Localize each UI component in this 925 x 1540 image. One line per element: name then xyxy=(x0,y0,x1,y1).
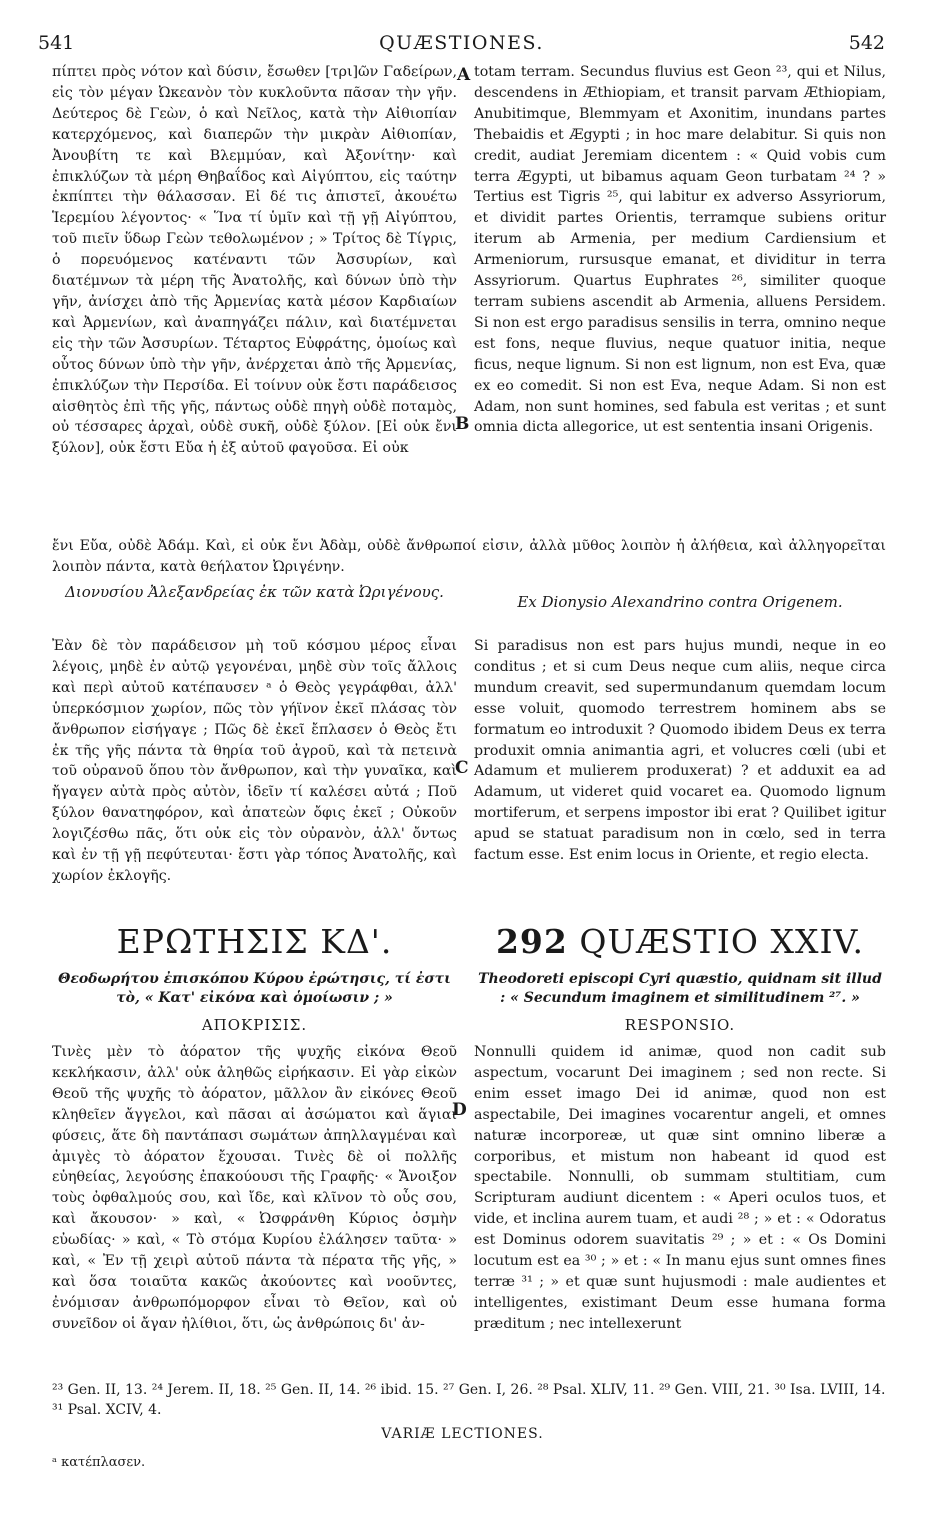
footnotes xyxy=(52,1380,886,1420)
latin-column-section1 xyxy=(474,62,886,438)
latin-question-title: QUÆSTIO XXIV. xyxy=(579,922,865,961)
margin-marker-a: A xyxy=(457,65,471,85)
greek-column-section3 xyxy=(52,1042,457,1335)
page-number-left: 541 xyxy=(38,32,75,54)
margin-marker-d: D xyxy=(452,1100,467,1120)
greek-text-section1: πίπτει πρὸς νότον καὶ δύσιν, ἔσωθεν [τρι]ῶν Γαδείρων, εἰς τὸν μέγαν Ὠκεανὸν τὸν κυκλοῦντα πᾶσαν τὴν γῆν. Δεύτερος δὲ Γεὼν, ὁ καὶ Νεῖλος, κατὰ τὴν Αἰθιοπίαν κατερχόμενος, καὶ διαπερῶν τὴν μικρὰν Αἰθιοπίαν, Ἀνουβίτη τε καὶ Βλεμμύαν, καὶ Ἀξονίτην· καὶ ἐπικλύζων τὰ μέρη Θηβαΐδος καὶ Αἰγύπτου, εἰς ταύτην ἐκπίπτει τὴν θάλασσαν. Εἰ δέ τις ἀπιστεῖ, ἀκουέτω Ἱερεμίου λέγοντος· « Ἵνα τί ὑμῖν καὶ τῇ γῇ Αἰγύπτου, τοῦ πιεῖν ὕδωρ Γεὼν τεθολωμένον ; » Τρίτος δὲ Τίγρις, ὁ πορευόμενος κατέναντι τῶν Ἀσσυρίων, καὶ διατέμνων τὰ μέρη τῆς Ἀνατολῆς, καὶ δύνων ὑπὸ τὴν γῆν, ἀνίσχει ἀπὸ τῆς Ἀρμενίας κατὰ μέσον Καρδιαίων καὶ Ἀρμενίων, καὶ ἀναπηγάζει πάλιν, καὶ διατέμνεται εἰς τὴν τῶν Ἀσσυρίων. Τέταρτος Εὐφράτης, ὁμοίως καὶ οὗτος δύνων ὑπὸ τὴν γῆν, ἀνέρχεται ἀπὸ τῆς Ἀρμενίας, ἐπικλύζων τὴν Περσίδα. Εἰ τοίνυν οὐκ ἔστι παράδεισος αἰσθητὸς ἐπὶ τῆς γῆς, πάντως οὐδὲ πηγὴ οὐδὲ ποταμὸς, οὐ τέσσαρες ἀρχαὶ, οὐδὲ συκῆ, οὐδὲ ξύλον. [Εἰ οὐκ ἔνι ξύλον], οὐκ ἔστι Εὔα ἡ ἐξ αὐτοῦ φαγοῦσα. Εἰ οὐκ xyxy=(52,64,457,457)
latin-question-number: 292 xyxy=(495,922,568,961)
margin-marker-c: C xyxy=(455,758,469,778)
running-title: QUÆSTIONES. xyxy=(379,32,544,54)
latin-question-title-block xyxy=(474,922,886,961)
greek-column-section2 xyxy=(52,636,457,887)
greek-question-title: ΕΡΩΤΗΣΙΣ ΚΔ'. xyxy=(116,922,393,961)
greek-text-section2: Ἐὰν δὲ τὸν παράδεισον μὴ τοῦ κόσμου μέρος εἶναι λέγοις, μηδὲ ἐν αὐτῷ γεγονέναι, μηδὲ σὺν τοῖς ἄλλοις καὶ περὶ αὐτοῦ κατέπαυσεν ᵃ ὁ Θεὸς γεγράφθαι, ἀλλ' ὑπερκόσμιον χωρίον, πῶς τὸν γήϊνον ἐκεῖ πλάσας τὸν ἄνθρωπον εἰσήγαγε ; Πῶς δὲ ἐκεῖ ἔπλασεν ὁ Θεὸς ἔτι ἐκ τῆς γῆς πάντα τὰ θηρία τοῦ ἀγροῦ, καὶ τὰ πετεινὰ τοῦ οὐρανοῦ ὅπου τὸν ἄνθρωπον, καὶ τὴν γυναῖκα, καὶ ἤγαγεν αὐτὰ πρὸς αὐτὸν, ἰδεῖν τί καλέσει αὐτά ; Ποῦ ξύλον θανατηφόρον, καὶ ἀπατεὼν ὄφις ἐκεῖ ; Οὐκοῦν λογιζέσθω πᾶς, ὅτι οὐκ εἰς τὸν οὐρανὸν, ἀλλ' ὄντως καὶ ἐν τῇ γῇ πεφύτευται· ἔστι γὰρ τόπος Ἀνατολῆς, καὶ χωρίον ἐκλογῆς. xyxy=(52,638,457,884)
greek-question-subtitle: Θεοδωρήτου ἐπισκόπου Κύρου ἐρώτησις, τί ἐστι τὸ, « Κατ' εἰκόνα καὶ ὁμοίωσιν ; » xyxy=(58,971,451,1006)
latin-response-heading: RESPONSIO. xyxy=(624,1016,736,1034)
greek-text-section3: Τινὲς μὲν τὸ ἀόρατον τῆς ψυχῆς εἰκόνα Θεοῦ κεκλήκασιν, ἀλλ' οὐκ ἀληθῶς εἰρήκασιν. Εἰ γὰρ εἰκὼν Θεοῦ τῆς ψυχῆς τὸ ἀόρατον, μᾶλλον ἂν εἰκόνες Θεοῦ κληθεῖεν ἄγγελοι, καὶ πᾶσαι αἱ ἀσώματοι καὶ ἅγιαι φύσεις, ἅτε δὴ παντάπασι σωμάτων ἀπηλλαγμέναι καὶ ἀμιγὲς τὸ ἀόρατον ἔχουσαι. Τινὲς δὲ οἱ πολλῆς εὐηθείας, λεγούσης ἐπακούουσι τῆς Γραφῆς· « Ἄνοιξον τοὺς ὀφθαλμούς σου, καὶ ἴδε, καὶ κλῖνον τὸ οὖς σου, καὶ ἄκουσον· » καὶ, « Ὠσφράνθη Κύριος ὀσμὴν εὐωδίας· » καὶ, « Τὸ στόμα Κυρίου ἐλάλησεν ταῦτα· » καὶ, « Ἐν τῇ χειρὶ αὐτοῦ πάντα τὰ πέρατα τῆς γῆς, » καὶ ὅσα τοιαῦτα κακῶς ἀκούοντες καὶ νοοῦντες, ἐνόμισαν ἀνθρωπόμορφον εἶναι τὸ Θεῖον, καὶ οὐ συνεῖδον οἱ ἄγαν ἠλίθιοι, ὅτι, ὡς ἀνθρώποις δι' ἀν- xyxy=(52,1044,457,1332)
latin-text-section1: totam terram. Secundus fluvius est Geon ²³, qui et Nilus, descendens in Æthiopiam, et transit parvam Æthiopiam, Anubitimque, Blemmyam et Axonitim, inundans partes Thebaidis et Ægypti ; in hoc mare delabitur. Si quis non credit, audiat Jeremiam dicentem : « Quid vobis cum terra Ægypti, ut bibamus aquam Geon turbatam ²⁴ ? » Tertius est Tigris ²⁵, qui labitur ex adverso Assyriorum, et dividit partes Orientis, terramque subiens oritur iterum ab Armenia, per medium Cardiensium et Armeniorum, rursusque emanat, et dividitur in terra Assyriorum. Quartus Euphrates ²⁶, similiter quoque terram subiens ascendit ab Armenia, alluens Persidem. Si non est ergo paradisus sensilis in terra, omnino neque est fons, neque fluvius, neque quatuor initia, neque ficus, neque lignum. Si non est lignum, non est Eva, quæ ex eo comedit. Si non est Eva, neque Adam. Si non est Adam, non sunt homines, sed fabula est veritas ; et sunt omnia dicta allegorice, ut est sententia insani Origenis. xyxy=(474,64,886,436)
margin-marker-b: B xyxy=(455,414,470,434)
page-header xyxy=(38,32,885,58)
latin-column-section3 xyxy=(474,1042,886,1335)
page-number-right: 542 xyxy=(848,32,885,54)
greek-response-heading: ΑΠΟΚΡΙΣΙΣ. xyxy=(201,1016,308,1034)
footnote-references: ²³ Gen. II, 13. ²⁴ Jerem. II, 18. ²⁵ Gen. II, 14. ²⁶ ibid. 15. ²⁷ Gen. I, 26. ²⁸ Psal. XLIV, 11. ²⁹ Gen. VIII, 21. ³⁰ Isa. LVIII, 14. ³¹ Psal. XCIV, 4. xyxy=(52,1382,886,1418)
greek-column-section1 xyxy=(52,62,457,459)
latin-text-section3: Nonnulli quidem id animæ, quod non cadit sub aspectum, vocarunt Dei imaginem ; sed non recte. Si enim esset imago Dei id animæ, quod non est aspectabile, Dei imagines vocarentur angeli, et omnes naturæ incorporeæ, ut quæ sint omnino liberæ a corporibus, et mistum non habeant id quod est spectabile. Nonnulli, ob summam stultitiam, cum Scripturam audiunt dicentem : « Aperi oculos tuos, et vide, et inclina aurem tuam, et audi ²⁸ ; » et : « Odoratus est Dominus odorem suavitatis ²⁹ ; » et : « Os Domini locutum est ea ³⁰ ; » et : « In manu ejus sunt omnes fines terræ ³¹ ; » et quæ sunt hujusmodi : male audientes et intelligentes, existimant Deum esse humana forma præditum ; nec intellexerunt xyxy=(474,1044,886,1332)
greek-full-width-line xyxy=(52,536,886,578)
greek-full-width-text: ἔνι Εὔα, οὐδὲ Ἀδάμ. Καὶ, εἰ οὐκ ἔνι Ἀδὰμ, οὐδὲ ἄνθρωποί εἰσιν, ἀλλὰ μῦθος λοιπὸν ἡ ἀλήθεια, καὶ ἀλληγορεῖται λοιπὸν πάντα, κατὰ θεήλατον Ὠριγένην. xyxy=(52,538,886,575)
latin-section-heading: Ex Dionysio Alexandrino contra Origenem. xyxy=(517,593,843,611)
latin-text-section2: Si paradisus non est pars hujus mundi, neque in eo conditus ; et si cum Deus neque cum aliis, neque circa mundum creavit, sed supermundanum quemdam locum esse voluit, quomodo terrestrem hominem abs se formatum eo introduxit ? Quomodo ibidem Deus ex terra produxit omnia animantia agri, et volucres cœli (ubi et Adamum et mulierem produxerat) ? et adduxit ea ad Adamum, ut videret quid vocaret ea. Quomodo lignum mortiferum, et serpens impostor ibi erat ? Quilibet igitur apud se statuat paradisum non in cœlo, sed in terra factum esse. Est enim locus in Oriente, et regio electa. xyxy=(474,638,886,864)
latin-column-section2 xyxy=(474,636,886,866)
latin-question-subtitle: Theodoreti episcopi Cyri quæstio, quidnam sit illud : « Secundum imaginem et similitudinem ²⁷. » xyxy=(478,971,882,1006)
variae-lectiones-heading: VARIÆ LECTIONES. xyxy=(381,1426,544,1442)
variant-reading-note: ᵃ κατέπλασεν. xyxy=(52,1455,146,1470)
greek-section-heading: Διονυσίου Ἀλεξανδρείας ἐκ τῶν κατὰ Ὠριγένους. xyxy=(65,583,444,601)
